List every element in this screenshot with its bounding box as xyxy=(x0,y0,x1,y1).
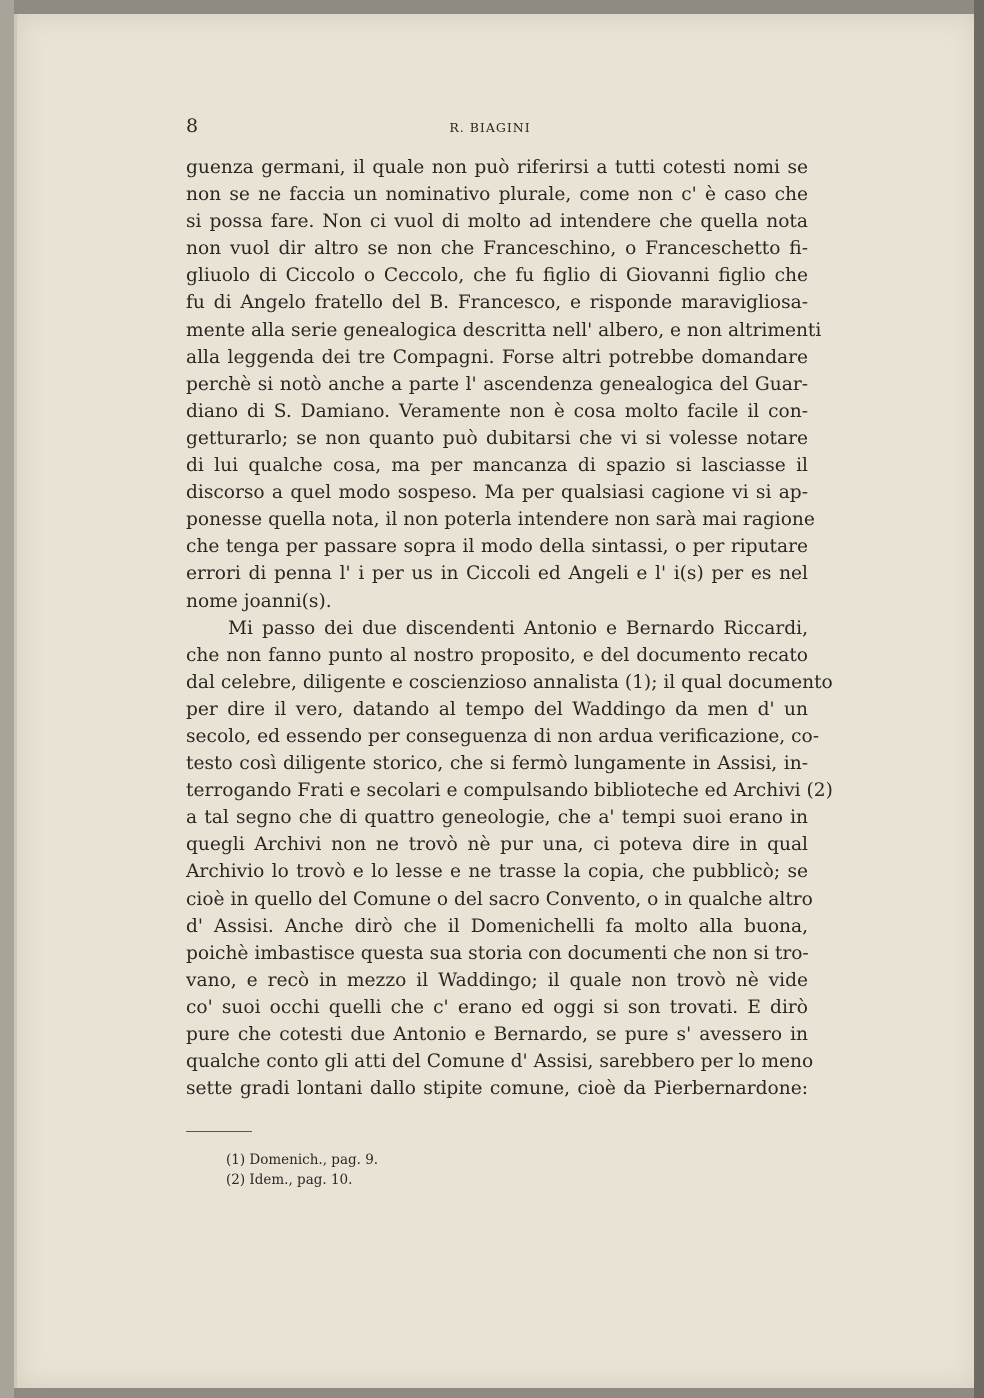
body-text xyxy=(186,154,833,1102)
footnotes xyxy=(226,1150,378,1190)
scan-right-edge xyxy=(974,0,984,1398)
page-number: 8 xyxy=(186,115,199,137)
text-line: co' suoi occhi quelli che c' erano ed oggi si son trovati. E dirò xyxy=(186,996,808,1018)
text-line: a tal segno che di quattro geneologie, che a' tempi suoi erano in xyxy=(186,807,808,829)
text-line: secolo, ed essendo per conseguenza di non ardua verificazione, co- xyxy=(186,725,820,747)
text-line: che non fanno punto al nostro proposito, e del documento recato xyxy=(186,644,808,666)
text-line: errori di penna l' i per us in Ciccoli ed Angeli e l' i(s) per es nel xyxy=(186,563,808,585)
text-line: cioè in quello del Comune o del sacro Convento, o in qualche altro xyxy=(186,888,813,910)
text-line: qualche conto gli atti del Comune d' Assisi, sarebbero per lo meno xyxy=(186,1051,814,1073)
text-line: poichè imbastisce questa sua storia con documenti che non si tro- xyxy=(186,942,809,964)
text-line: diano di S. Damiano. Veramente non è cosa molto facile il con- xyxy=(186,400,808,422)
text-line: getturarlo; se non quanto può dubitarsi che vi si volesse notare xyxy=(186,427,808,449)
text-line: terrogando Frati e secolari e compulsando biblioteche ed Archivi (2) xyxy=(186,780,833,802)
text-line: non se ne faccia un nominativo plurale, come non c' è caso che xyxy=(186,184,808,206)
text-line: discorso a quel modo sospeso. Ma per qualsiasi cagione vi si ap- xyxy=(186,482,808,504)
footnote-divider xyxy=(186,1131,252,1132)
running-head: R. BIAGINI xyxy=(449,120,531,135)
text-line: si possa fare. Non ci vuol di molto ad intendere che quella nota xyxy=(186,211,808,233)
text-line: Archivio lo trovò e lo lesse e ne trasse la copia, che pubblicò; se xyxy=(186,861,808,883)
text-line: fu di Angelo fratello del B. Francesco, e risponde maravigliosa- xyxy=(186,292,808,314)
text-line: che tenga per passare sopra il modo della sintassi, o per riputare xyxy=(186,536,808,558)
text-line: per dire il vero, datando al tempo del Waddingo da men d' un xyxy=(186,698,808,720)
footnote-2: (2) Idem., pag. 10. xyxy=(226,1172,353,1188)
text-line: vano, e recò in mezzo il Waddingo; il quale non trovò nè vide xyxy=(186,969,808,991)
text-line: guenza germani, il quale non può riferirsi a tutti cotesti nomi se xyxy=(186,157,808,178)
text-line: di lui qualche cosa, ma per mancanza di spazio si lasciasse il xyxy=(186,455,808,477)
text-line: perchè si notò anche a parte l' ascendenza genealogica del Guar- xyxy=(186,373,808,395)
footnote-1: (1) Domenich., pag. 9. xyxy=(226,1152,379,1168)
text-line: pure che cotesti due Antonio e Bernardo, se pure s' avessero in xyxy=(186,1024,808,1045)
text-line: gliuolo di Ciccolo o Ceccolo, che fu figlio di Giovanni figlio che xyxy=(186,265,808,287)
text-line: d' Assisi. Anche dirò che il Domenichelli fa molto alla buona, xyxy=(186,915,808,937)
text-line: nome joanni(s). xyxy=(186,590,332,612)
page-header xyxy=(172,105,808,137)
scan-left-edge xyxy=(0,0,14,1398)
text-line: mente alla serie genealogica descritta nell' albero, e non altrimenti xyxy=(186,319,822,341)
text-line: ponesse quella nota, il non poterla intendere non sarà mai ragione xyxy=(186,509,815,531)
text-line: quegli Archivi non ne trovò nè pur una, ci poteva dire in qual xyxy=(186,834,808,856)
text-line: non vuol dir altro se non che Franceschino, o Franceschetto fi- xyxy=(186,238,808,260)
paragraph-start-line: Mi passo dei due discendenti Antonio e Bernardo Riccardi, xyxy=(228,617,808,639)
text-line: testo così diligente storico, che si fermò lungamente in Assisi, in- xyxy=(186,753,808,775)
text-line: alla leggenda dei tre Compagni. Forse altri potrebbe domandare xyxy=(186,346,808,368)
text-line: sette gradi lontani dallo stipite comune, cioè da Pierbernardone: xyxy=(186,1078,808,1100)
text-line: dal celebre, diligente e coscienzioso annalista (1); il qual documento xyxy=(186,671,833,693)
